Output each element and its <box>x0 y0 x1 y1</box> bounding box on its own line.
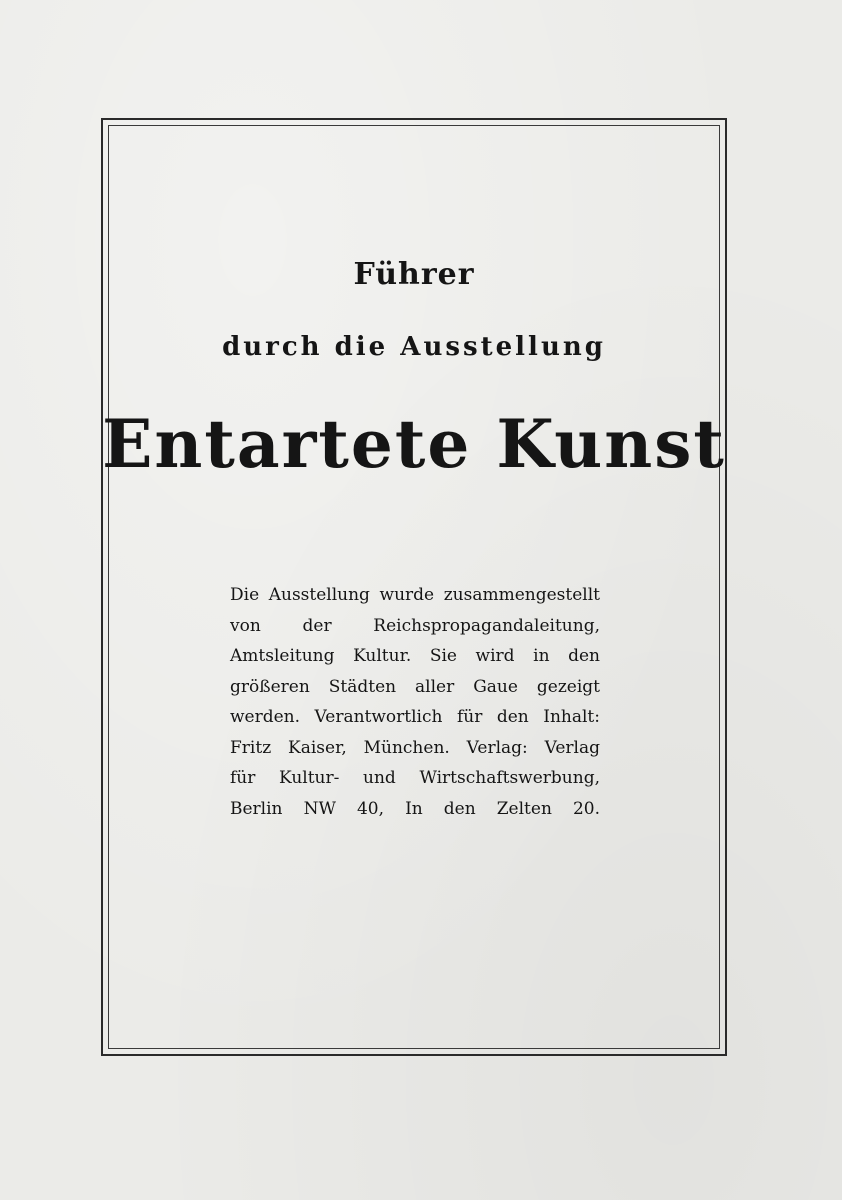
imprint-line: Die Ausstellung wurde zusammengestellt <box>230 585 600 605</box>
imprint-line: für Kultur- und Wirtschaftswerbung, <box>230 768 600 788</box>
imprint-text-block <box>230 580 600 824</box>
imprint-line: Amtsleitung Kultur. Sie wird in den <box>230 646 600 666</box>
imprint-line: von der Reichspropagandaleitung, <box>230 615 600 636</box>
imprint-line: werden. Verantwortlich für den Inhalt: <box>230 707 600 727</box>
title-fuehrer: Führer <box>353 257 475 292</box>
title-entartete-kunst: Entartete Kunst <box>102 405 726 483</box>
imprint-line: größeren Städten aller Gaue gezeigt <box>230 676 600 697</box>
imprint-line: Fritz Kaiser, München. Verlag: Verlag <box>230 737 600 758</box>
title-durch-die-ausstellung: durch die Ausstellung <box>222 332 606 362</box>
imprint-line: Berlin NW 40, In den Zelten 20. <box>230 798 600 819</box>
